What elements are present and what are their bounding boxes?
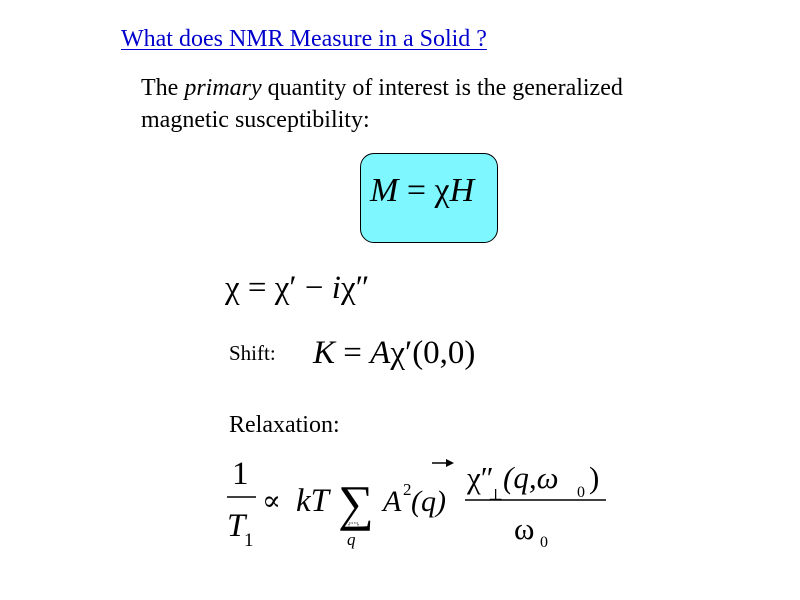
- intro-line1-pre: The: [141, 75, 185, 101]
- minus-sign: −: [296, 270, 332, 306]
- t-subscript: 1: [244, 530, 254, 551]
- proportional-sign: ∝: [262, 486, 281, 517]
- symbol-chi-prime: χ′: [274, 270, 297, 306]
- symbol-chi-double-prime: χ″: [467, 460, 494, 495]
- sum-subscript-q: q: [347, 530, 356, 549]
- denominator-omega: ω: [514, 511, 535, 546]
- symbol-a: A: [370, 335, 391, 371]
- symbol-chi: χ: [225, 270, 240, 306]
- a-superscript: 2: [403, 480, 412, 499]
- shift-args: (0,0): [412, 335, 476, 371]
- vector-arrow-head: [446, 459, 454, 467]
- numerator-omega-subscript: 0: [577, 484, 585, 501]
- denominator-omega-subscript: 0: [540, 534, 548, 551]
- symbol-chi: χ: [434, 172, 450, 209]
- symbol-t: T: [227, 508, 246, 544]
- equals-sign: =: [398, 172, 435, 209]
- symbol-k: K: [313, 335, 336, 371]
- intro-line1-post: quantity of interest is the generalized: [261, 75, 623, 101]
- q-argument: (q): [411, 485, 446, 518]
- intro-line2: magnetic susceptibility:: [141, 107, 370, 133]
- numerator-one: 1: [232, 456, 249, 492]
- symbol-a: A: [383, 485, 402, 518]
- symbol-chi-double-prime: χ″: [340, 270, 370, 306]
- symbol-h: H: [449, 172, 475, 209]
- symbol-kt: kT: [296, 483, 329, 519]
- symbol-m: M: [370, 172, 399, 209]
- equals-sign: =: [239, 270, 275, 306]
- symbol-i: i: [331, 270, 341, 306]
- relaxation-label: Relaxation:: [229, 412, 340, 438]
- shift-label: Shift:: [229, 341, 276, 365]
- numerator-args: (q,ω: [503, 460, 559, 495]
- intro-emphasis: primary: [184, 75, 262, 101]
- equals-sign: =: [335, 335, 371, 371]
- symbol-chi-prime: χ′: [390, 335, 413, 371]
- numerator-close-paren: ): [589, 460, 600, 495]
- slide-title[interactable]: What does NMR Measure in a Solid ?: [121, 26, 487, 52]
- summation-sign: ∑: [338, 475, 374, 531]
- perp-subscript: ⊥: [488, 487, 504, 504]
